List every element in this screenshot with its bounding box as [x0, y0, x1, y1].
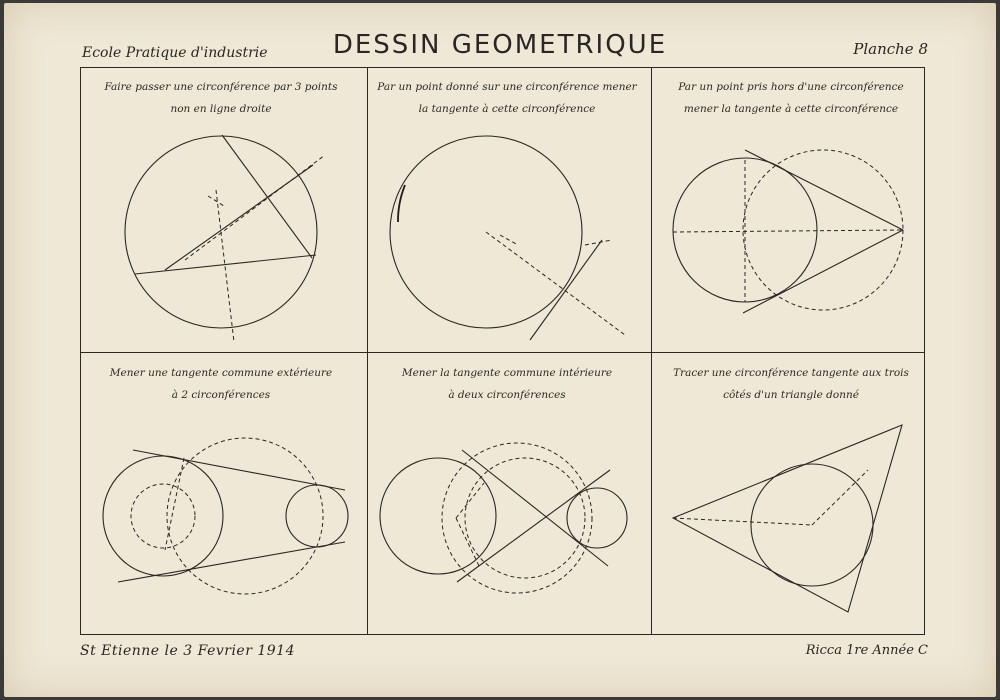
- date-signature: St Etienne le 3 Fevrier 1914: [80, 643, 295, 659]
- panel-2-figure: [390, 136, 625, 340]
- author-signature: Ricca 1re Année C: [805, 643, 928, 658]
- panel-6-figure: [673, 425, 902, 612]
- tangent-line: [530, 240, 602, 340]
- external-tangent-upper: [133, 450, 345, 490]
- panel-1-figure: [125, 135, 325, 342]
- construction-line: [456, 518, 480, 568]
- angle-bisector: [673, 518, 812, 525]
- angle-bisector: [812, 470, 868, 525]
- radius-extension: [486, 232, 625, 335]
- panel-5-figure: [380, 443, 627, 593]
- large-circle: [380, 458, 496, 574]
- panel-3-caption-line1: Par un point pris hors d'une circonférence: [678, 81, 904, 93]
- chord-line: [135, 255, 316, 274]
- chord-line: [165, 165, 313, 270]
- construction-circle: [442, 443, 592, 593]
- tangent-line-lower: [743, 230, 903, 313]
- construction-circle: [167, 438, 323, 594]
- construction-arc: [208, 196, 224, 206]
- panel-6-caption-line2: côtés d'un triangle donné: [723, 389, 859, 401]
- perpendicular-bisector: [216, 190, 234, 342]
- external-tangent-lower: [118, 542, 345, 582]
- internal-tangent: [462, 450, 608, 566]
- construction-line: [456, 483, 484, 518]
- construction-line: [165, 458, 184, 550]
- large-circle: [103, 456, 223, 576]
- panel-4-figure: [103, 438, 348, 594]
- tangent-line-upper: [745, 150, 903, 230]
- panel-6-caption-line1: Tracer une circonférence tangente aux trois: [673, 367, 909, 379]
- given-triangle: [673, 425, 902, 612]
- panel-2-caption-line2: la tangente à cette circonférence: [418, 103, 596, 115]
- panel-4-caption-line1: Mener une tangente commune extérieure: [109, 367, 333, 379]
- inner-construction-circle: [131, 484, 195, 548]
- plate-number: Planche 8: [853, 40, 928, 58]
- small-circle: [286, 485, 348, 547]
- panel-5-caption-line2: à deux circonférences: [448, 389, 566, 401]
- school-name: Ecole Pratique d'industrie: [82, 45, 268, 61]
- page-title: DESSIN GEOMETRIQUE: [332, 30, 668, 60]
- panel-2-caption-line1: Par un point donné sur une circonférence mener: [377, 81, 637, 93]
- panel-4-caption-line2: à 2 circonférences: [171, 389, 271, 401]
- panel-5-caption-line1: Mener la tangente commune intérieure: [401, 367, 613, 379]
- panel-3-figure: [673, 150, 903, 313]
- panel-1-caption-line1: Faire passer une circonférence par 3 points: [104, 81, 338, 93]
- panel-3-caption-line2: mener la tangente à cette circonférence: [683, 103, 899, 115]
- construction-arc: [500, 235, 518, 245]
- small-circle: [567, 488, 627, 548]
- internal-tangent: [457, 470, 610, 582]
- panel-1-caption-line2: non en ligne droite: [170, 103, 272, 115]
- perpendicular-bisector: [185, 155, 325, 260]
- center-line: [673, 230, 903, 232]
- chord-line: [222, 135, 312, 258]
